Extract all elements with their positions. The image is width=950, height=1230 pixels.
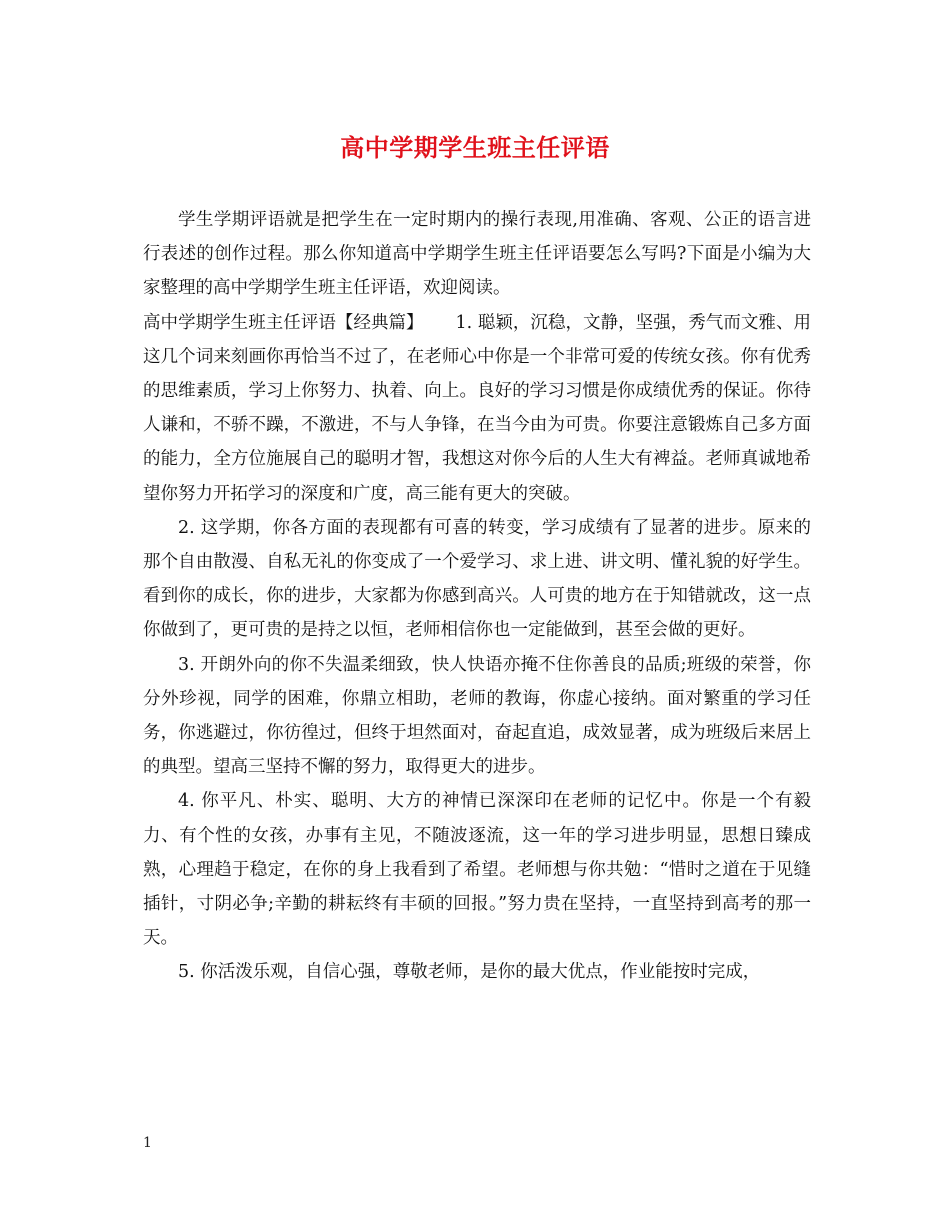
intro-paragraph: 学生学期评语就是把学生在一定时期内的操行表现,用准确、客观、公正的语言进行表述的创作过程。那么你知道高中学期学生班主任评语要怎么写吗?下面是小编为大家整理的高中学期学生班主任评语，欢迎阅读。 bbox=[143, 210, 811, 299]
document-title: 高中学期学生班主任评语 bbox=[340, 133, 610, 162]
comment-item-4: 4. 你平凡、朴实、聪明、大方的神情已深深印在老师的记忆中。你是一个有毅力、有个性的女孩，办事有主见，不随波逐流，这一年的学习进步明显，思想日臻成熟，心理趋于稳定，在你的身上我看到了希望。老师想与你共勉：“惜时之道在于见缝插针，寸阴必争;辛勤的耕耘终有丰硕的回报。”努力贵在坚持，一直坚持到高考的那一天。 bbox=[143, 791, 811, 949]
document-body bbox=[143, 203, 811, 990]
page-number: 1 bbox=[143, 1135, 152, 1151]
comment-item-2: 2. 这学期，你各方面的表现都有可喜的转变，学习成绩有了显著的进步。原来的那个自由散漫、自私无礼的你变成了一个爱学习、求上进、讲文明、懂礼貌的好学生。看到你的成长，你的进步，大家都为你感到高兴。人可贵的地方在于知错就改，这一点你做到了，更可贵的是持之以恒，老师相信你也一定能做到，甚至会做的更好。 bbox=[143, 517, 811, 641]
comment-item-5: 5. 你活泼乐观，自信心强，尊敬老师，是你的最大优点，作业能按时完成， bbox=[178, 962, 761, 983]
section-heading-item-1: 高中学期学生班主任评语【经典篇】 1. 聪颖，沉稳，文静，坚强，秀气而文雅、用这几个词来刻画你再恰当不过了，在老师心中你是一个非常可爱的传统女孩。你有优秀的思维素质，学习上你努力、执着、向上。良好的学习习惯是你成绩优秀的保证。你待人谦和，不骄不躁，不激进，不与人争锋，在当今由为可贵。你要注意锻炼自己多方面的能力，全方位施展自己的聪明才智，我想这对你今后的人生大有裨益。老师真诚地希望你努力开拓学习的深度和广度，高三能有更大的突破。 bbox=[143, 312, 811, 504]
comment-item-3: 3. 开朗外向的你不失温柔细致，快人快语亦掩不住你善良的品质;班级的荣誉，你分外珍视，同学的困难，你鼎立相助，老师的教诲，你虚心接纳。面对繁重的学习任务，你逃避过，你彷徨过，但终于坦然面对，奋起直追，成效显著，成为班级后来居上的典型。望高三坚持不懈的努力，取得更大的进步。 bbox=[143, 654, 811, 778]
